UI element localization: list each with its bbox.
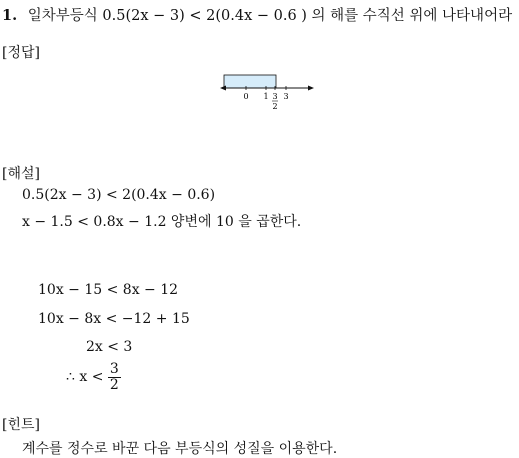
axis-right-arrow bbox=[308, 86, 314, 91]
step-4-denominator: 2 bbox=[109, 376, 119, 393]
fraction-numerator: 3 bbox=[272, 92, 278, 101]
step-2: 10x − 8x < −12 + 15 bbox=[38, 311, 190, 327]
axis-left-arrow bbox=[220, 86, 226, 91]
explanation-line-1: 0.5(2x − 3) < 2(0.4x − 0.6) bbox=[22, 187, 216, 203]
hint-text: 계수를 정수로 바꾼 다음 부등식의 성질을 이용한다. bbox=[22, 441, 338, 457]
tick-label-1: 1 bbox=[263, 92, 269, 101]
solution-region bbox=[224, 75, 276, 88]
number-line bbox=[218, 68, 318, 118]
answer-label: [정답] bbox=[2, 45, 40, 61]
problem-number: 1. bbox=[2, 7, 18, 24]
problem-statement bbox=[2, 4, 512, 25]
problem-text: 일차부등식 0.5(2x − 3) < 2(0.4x − 0.6 ) 의 해를 수직선 위에 나타내어라 bbox=[27, 8, 513, 24]
step-1: 10x − 15 < 8x − 12 bbox=[38, 282, 179, 298]
step-4 bbox=[66, 362, 121, 392]
step-4-numerator: 3 bbox=[109, 361, 119, 377]
step-4-prefix: ∴ x < bbox=[66, 369, 104, 386]
step-4-fraction bbox=[108, 362, 121, 392]
explanation-line-2: x − 1.5 < 0.8x − 1.2 양변에 10 을 곱한다. bbox=[22, 214, 302, 230]
hint-label: [힌트] bbox=[2, 417, 40, 433]
tick-label-0: 0 bbox=[243, 92, 249, 101]
explanation-label: [해설] bbox=[2, 166, 40, 182]
fraction-denominator: 2 bbox=[272, 102, 278, 111]
step-3: 2x < 3 bbox=[86, 339, 133, 355]
tick-label-3: 3 bbox=[283, 92, 289, 101]
